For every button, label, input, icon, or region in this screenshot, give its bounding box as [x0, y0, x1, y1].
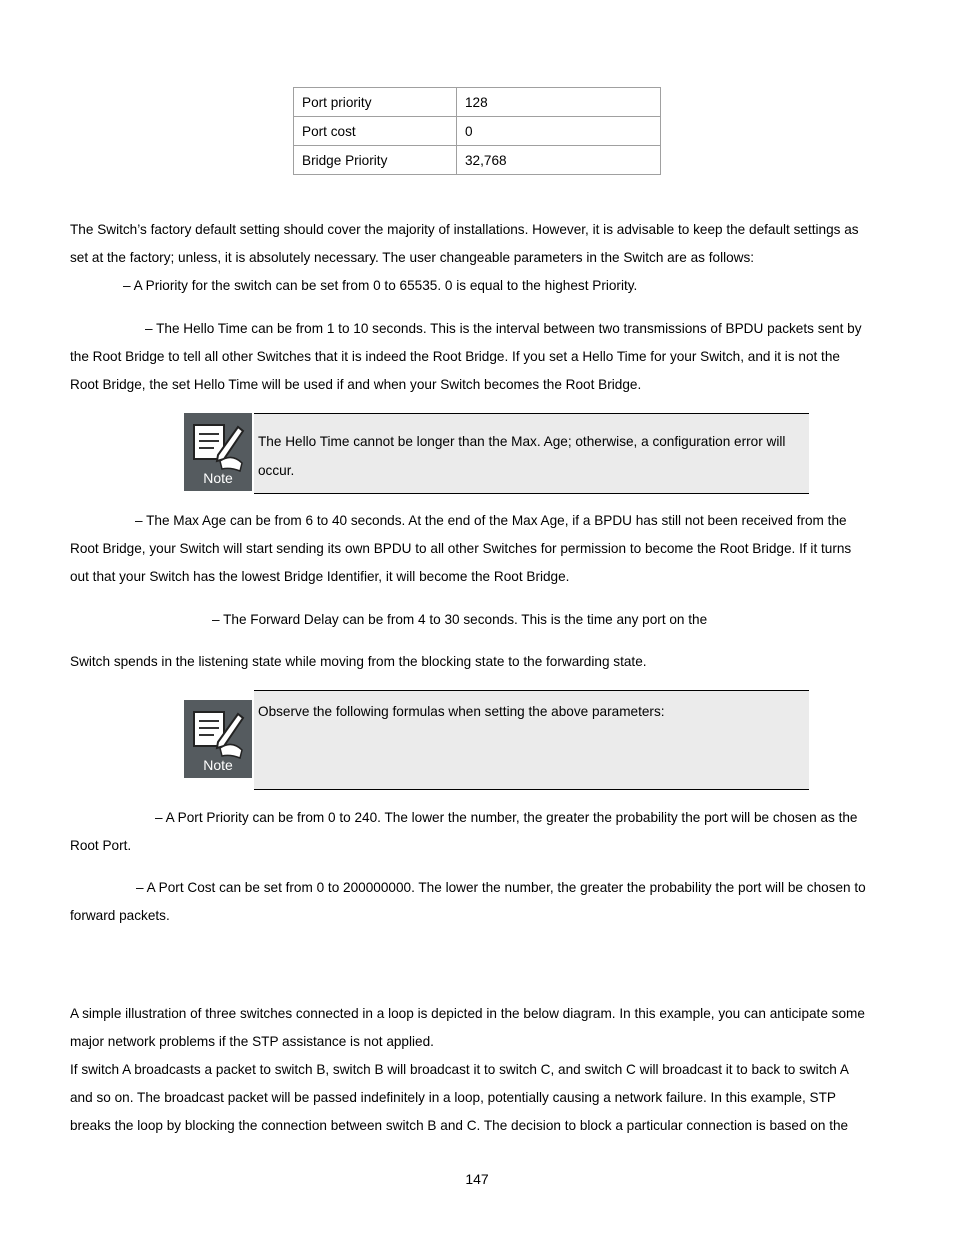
default-parameters-table — [293, 87, 661, 175]
illustration-line: If switch A broadcasts a packet to switch B, switch B will broadcast it to switch C, and switch C will broadcast it to back to switch A — [70, 1062, 849, 1077]
param-label: Port cost — [294, 117, 457, 146]
note-icon — [184, 700, 252, 778]
param-label: Port priority — [294, 88, 457, 117]
illustration-line: A simple illustration of three switches connected in a loop is depicted in the below diagram. In this example, you can anticipate some — [70, 1006, 865, 1021]
port-priority-line: – A Port Priority can be from 0 to 240. The lower the number, the greater the probability the port will be chosen as the — [155, 810, 858, 825]
intro-line: The Switch’s factory default setting should cover the majority of installations. However, it is advisable to keep the default settings as — [70, 222, 859, 237]
hello-time-line: – The Hello Time can be from 1 to 10 seconds. This is the interval between two transmissions of BPDU packets sent by — [145, 321, 862, 336]
max-age-line: Root Bridge, your Switch will start sending its own BPDU to all other Switches for permission to become the Root Bridge. If it turns — [70, 541, 852, 556]
note-text: occur. — [258, 463, 295, 478]
note-box — [254, 413, 809, 494]
param-label: Bridge Priority — [294, 146, 457, 175]
hello-time-line: Root Bridge, the set Hello Time will be used if and when your Switch becomes the Root Bridge. — [70, 377, 642, 392]
param-value: 0 — [457, 117, 661, 146]
table-row — [294, 117, 661, 146]
page-number: 147 — [465, 1171, 489, 1187]
forward-delay-line: – The Forward Delay can be from 4 to 30 seconds. This is the time any port on the — [212, 612, 708, 627]
port-cost-line: forward packets. — [70, 908, 170, 923]
illustration-line: and so on. The broadcast packet will be passed indefinitely in a loop, potentially causing a network failure. In this example, STP — [70, 1090, 836, 1105]
note-icon-label: Note — [203, 757, 233, 773]
max-age-line: out that your Switch has the lowest Bridge Identifier, it will become the Root Bridge. — [70, 569, 570, 584]
port-priority-line: Root Port. — [70, 838, 132, 853]
note-icon-label: Note — [203, 470, 233, 486]
table-row — [294, 88, 661, 117]
note-box — [254, 690, 809, 790]
max-age-line: – The Max Age can be from 6 to 40 seconds. At the end of the Max Age, if a BPDU has still not been received from the — [135, 513, 847, 528]
table-row — [294, 146, 661, 175]
note-text: The Hello Time cannot be longer than the Max. Age; otherwise, a configuration error will — [258, 434, 786, 449]
param-value: 32,768 — [457, 146, 661, 175]
illustration-line: breaks the loop by blocking the connection between switch B and C. The decision to block a particular connection is based on the — [70, 1118, 849, 1133]
forward-delay-line: Switch spends in the listening state while moving from the blocking state to the forwarding state. — [70, 654, 647, 669]
port-cost-line: – A Port Cost can be set from 0 to 200000000. The lower the number, the greater the probability the port will be chosen to — [136, 880, 866, 895]
note-text: Observe the following formulas when setting the above parameters: — [258, 704, 665, 719]
illustration-line: major network problems if the STP assistance is not applied. — [70, 1034, 434, 1049]
param-value: 128 — [457, 88, 661, 117]
note-icon — [184, 413, 252, 491]
hello-time-line: the Root Bridge to tell all other Switches that it is indeed the Root Bridge. If you set a Hello Time for your Switch, and it is not the — [70, 349, 840, 364]
priority-description: – A Priority for the switch can be set from 0 to 65535. 0 is equal to the highest Priority. — [123, 278, 638, 293]
intro-line: set at the factory; unless, it is absolutely necessary. The user changeable parameters in the Switch are as follows: — [70, 250, 755, 265]
